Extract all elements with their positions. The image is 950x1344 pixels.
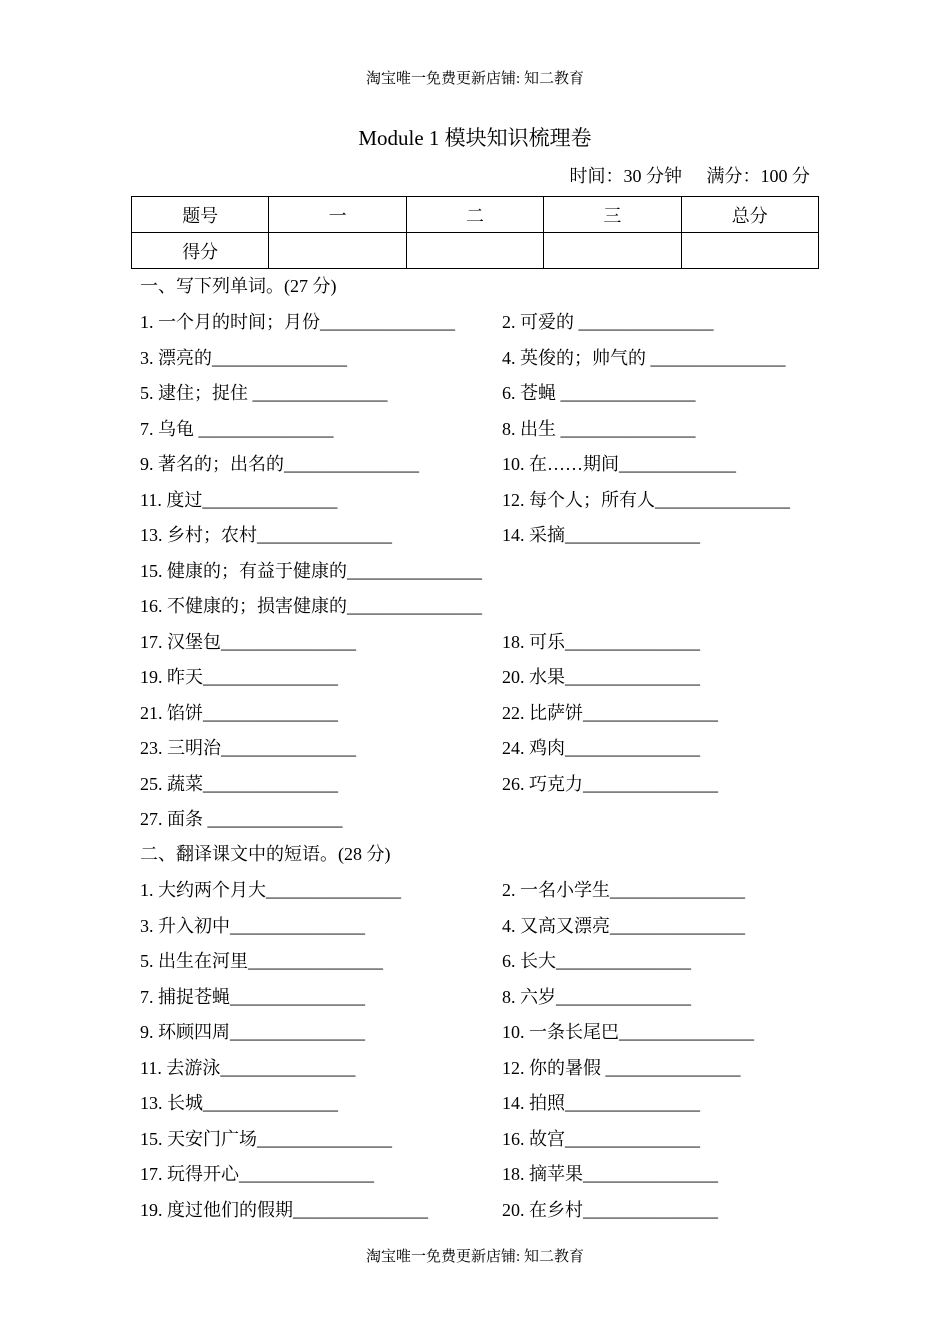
section1-item[interactable]: 25. 蔬菜_______________ [140, 773, 338, 794]
section2-item[interactable]: 12. 你的暑假 _______________ [502, 1057, 741, 1078]
section1-item[interactable]: 6. 苍蝇 _______________ [502, 383, 696, 403]
section2-row [140, 912, 840, 942]
section2-item[interactable]: 6. 长大_______________ [502, 951, 691, 971]
section2-item[interactable]: 2. 一名小学生_______________ [502, 880, 745, 900]
section1-item[interactable]: 22. 比萨饼_______________ [502, 702, 718, 723]
exam-time: 时间：30 分钟 [569, 166, 682, 186]
section2-row [140, 1089, 840, 1119]
section1-item[interactable]: 2. 可爱的 _______________ [502, 312, 714, 332]
score-header-cell: 一 [269, 197, 406, 233]
page-title: Module 1 模块知识梳理卷 [358, 126, 592, 150]
section2-item[interactable]: 3. 升入初中_______________ [140, 915, 365, 936]
section1-item[interactable]: 16. 不健康的；损害健康的_______________ [140, 596, 482, 616]
section2-item[interactable]: 10. 一条长尾巴_______________ [502, 1022, 754, 1042]
section1-item[interactable]: 14. 采摘_______________ [502, 525, 700, 545]
section1-item[interactable]: 19. 昨天_______________ [140, 667, 338, 687]
section1-item[interactable]: 21. 馅饼_______________ [140, 702, 338, 723]
section2-item[interactable]: 15. 天安门广场_______________ [140, 1128, 392, 1149]
section1-row [140, 592, 840, 622]
score-row-label: 得分 [132, 233, 269, 269]
section2-item[interactable]: 7. 捕捉苍蝇_______________ [140, 986, 365, 1007]
section1-item[interactable]: 9. 著名的；出名的_______________ [140, 454, 419, 474]
score-cell[interactable] [406, 233, 543, 269]
section1-row [140, 557, 840, 587]
section1-item[interactable]: 1. 一个月的时间；月份_______________ [140, 312, 455, 332]
section1-row [140, 628, 840, 658]
section1-item[interactable]: 3. 漂亮的_______________ [140, 347, 347, 368]
section1-item[interactable]: 26. 巧克力_______________ [502, 773, 718, 794]
page-header: 淘宝唯一免费更新店铺: 知二教育 [366, 71, 584, 87]
section2-item[interactable]: 18. 摘苹果_______________ [502, 1164, 718, 1184]
section2-row [140, 983, 840, 1013]
section1-item[interactable]: 11. 度过_______________ [140, 489, 338, 510]
section1-row [140, 415, 840, 445]
section2-item[interactable]: 14. 拍照_______________ [502, 1093, 700, 1113]
section1-row [140, 699, 840, 729]
section1-item[interactable]: 18. 可乐_______________ [502, 631, 700, 652]
section2-item[interactable]: 5. 出生在河里_______________ [140, 951, 383, 971]
section1-item[interactable]: 7. 乌龟 _______________ [140, 418, 334, 439]
section1-item[interactable]: 27. 面条 _______________ [140, 809, 343, 829]
section1-row [140, 805, 840, 835]
section1-item[interactable]: 20. 水果_______________ [502, 667, 700, 687]
score-table [131, 196, 819, 269]
section2-row [140, 1054, 840, 1084]
section2-item[interactable]: 19. 度过他们的假期_______________ [140, 1199, 428, 1220]
score-table-score-row [132, 233, 819, 269]
section2-item[interactable]: 20. 在乡村_______________ [502, 1199, 718, 1220]
section1-item[interactable]: 8. 出生 _______________ [502, 418, 696, 439]
exam-full-score: 满分：100 分 [706, 166, 810, 186]
score-header-cell: 二 [406, 197, 543, 233]
section1-row [140, 486, 840, 516]
section1-row [140, 379, 840, 409]
section1-item[interactable]: 13. 乡村；农村_______________ [140, 525, 392, 545]
score-cell[interactable] [681, 233, 818, 269]
section2-row [140, 947, 840, 977]
section1-item[interactable]: 17. 汉堡包_______________ [140, 631, 356, 652]
section2-row [140, 1125, 840, 1155]
section2-item[interactable]: 1. 大约两个月大_______________ [140, 880, 401, 900]
section1-item[interactable]: 15. 健康的；有益于健康的_______________ [140, 560, 482, 581]
section1-row [140, 308, 840, 338]
score-table-header-row [132, 197, 819, 233]
score-header-cell: 题号 [132, 197, 269, 233]
score-header-cell: 三 [544, 197, 681, 233]
score-cell[interactable] [544, 233, 681, 269]
section1-item[interactable]: 10. 在……期间_____________ [502, 454, 736, 474]
section1-row [140, 734, 840, 764]
section2-item[interactable]: 17. 玩得开心_______________ [140, 1164, 374, 1184]
page-footer: 淘宝唯一免费更新店铺: 知二教育 [366, 1249, 584, 1265]
section2-item[interactable]: 8. 六岁_______________ [502, 986, 691, 1007]
section1-item[interactable]: 4. 英俊的；帅气的 _______________ [502, 347, 786, 368]
score-header-cell: 总分 [681, 197, 818, 233]
section2-title: 二、翻译课文中的短语。(28 分) [140, 844, 391, 864]
section2-item[interactable]: 16. 故宫_______________ [502, 1128, 700, 1149]
section1-item[interactable]: 23. 三明治_______________ [140, 738, 356, 758]
section1-title: 一、写下列单词。(27 分) [140, 276, 337, 296]
score-cell[interactable] [269, 233, 406, 269]
section2-row [140, 1018, 840, 1048]
section2-row [140, 1160, 840, 1190]
section1-row [140, 521, 840, 551]
section1-row [140, 663, 840, 693]
section1-row [140, 770, 840, 800]
section2-item[interactable]: 13. 长城_______________ [140, 1093, 338, 1113]
section2-row [140, 876, 840, 906]
section2-item[interactable]: 9. 环顾四周_______________ [140, 1022, 365, 1042]
section1-row [140, 450, 840, 480]
section1-item[interactable]: 24. 鸡肉_______________ [502, 738, 700, 758]
section1-item[interactable]: 5. 逮住；捉住 _______________ [140, 383, 388, 403]
section1-row [140, 344, 840, 374]
section2-item[interactable]: 4. 又高又漂亮_______________ [502, 915, 745, 936]
exam-meta [570, 162, 811, 188]
section2-item[interactable]: 11. 去游泳_______________ [140, 1057, 356, 1078]
section1-item[interactable]: 12. 每个人；所有人_______________ [502, 489, 790, 510]
section2-row [140, 1196, 840, 1226]
